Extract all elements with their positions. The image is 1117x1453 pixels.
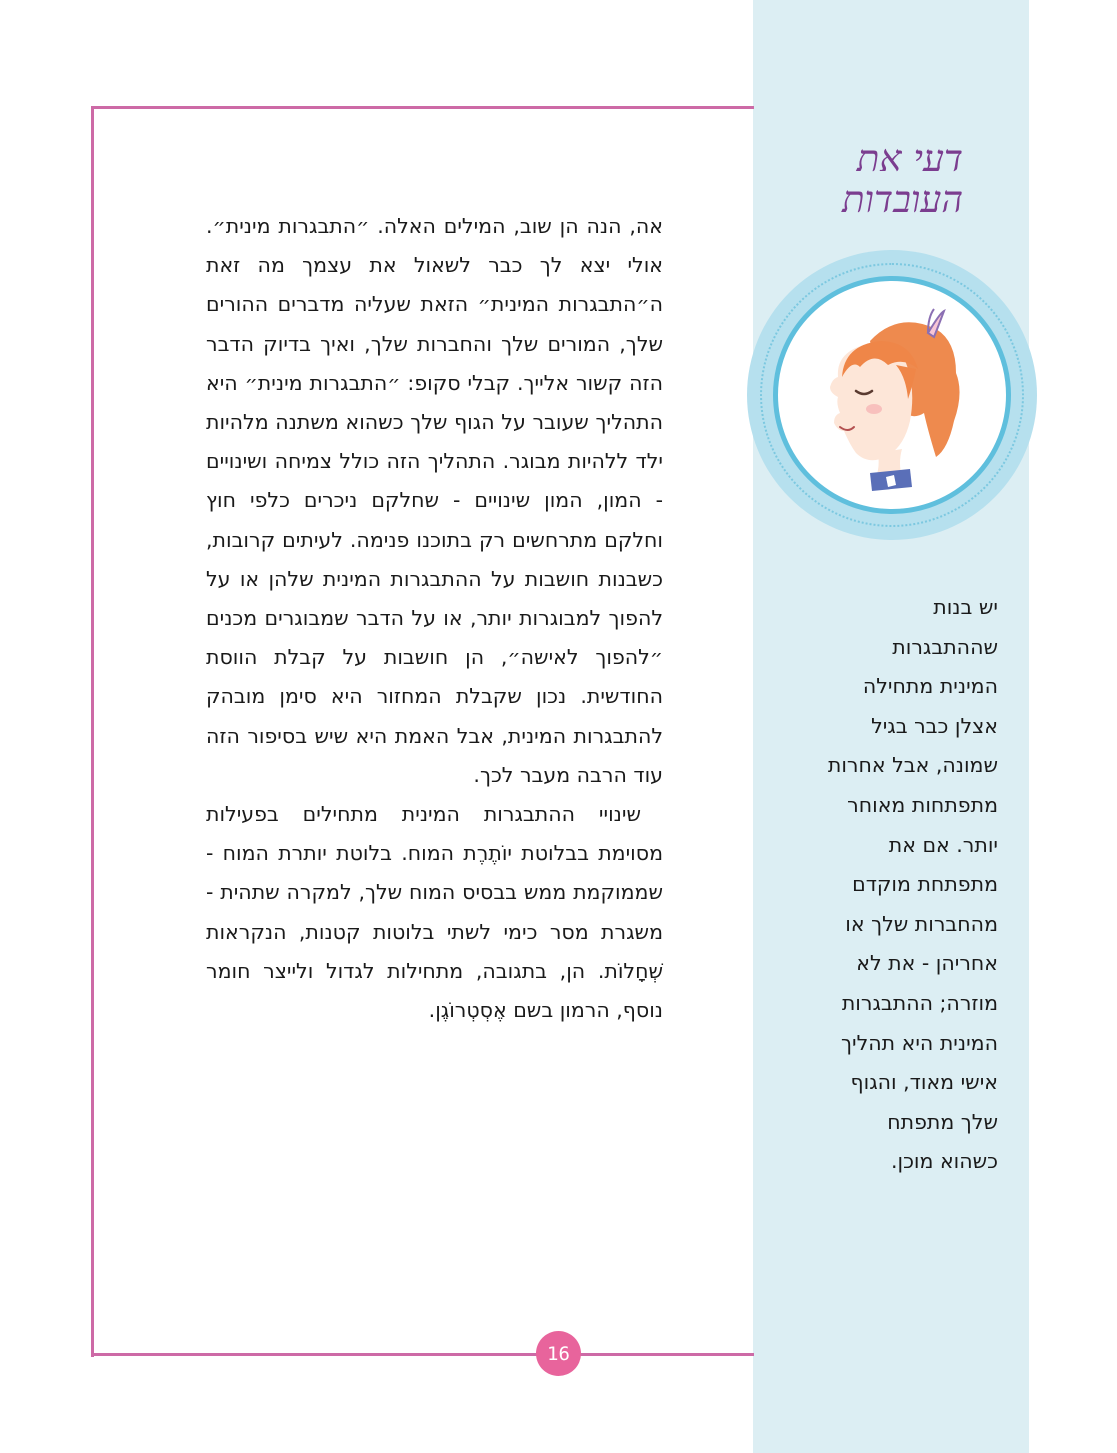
paragraph-1: אה, הנה הן שוב, המילים האלה. ״התבגרות מינית״. אולי יצא לך כבר לשאול את עצמך מה זאת ה״התבגרות המינית״ הזאת שעליה מדברים ההורים שלך, המורים שלך והחברות שלך, ואיך בדיוק הדבר הזה קשור אלייך. קבלי סקופ: ״התבגרות מינית״ היא התהליך שעובר על הגוף שלך כשהוא משתנה מלהיות ילד ללהיות מבוגר. התהליך הזה כולל צמיחה ושינויים - המון, המון שינויים - שחלקם ניכרים כלפי חוץ וחלקם מתרחשים רק בתוכנו פנימה. לעיתים קרובות, כשבנות חושבות על ההתבגרות המינית שלהן או על להפוך למבוגרות יותר, או על הדבר שמבוגרים מכנים ״להפוך לאישה״, הן חושבות על קבלת הווסת החודשית. נכון שקבלת המחזור היא סימן מובהק להתבגרות המינית, אבל האמת היא שיש בסיפור הזה עוד הרבה מעבר לכך. bbox=[206, 214, 663, 787]
girl-profile-illustration bbox=[778, 281, 1006, 509]
sidebar-line: שההתבגרות bbox=[892, 634, 998, 659]
main-body-text bbox=[206, 207, 663, 1030]
sidebar-line: אצלן כבר בגיל bbox=[871, 713, 998, 738]
sidebar-body-text bbox=[780, 588, 998, 1182]
sidebar-title bbox=[773, 138, 963, 220]
sidebar-line: מהחברות שלך או bbox=[845, 911, 998, 936]
sidebar-line: אחריהן - את לא bbox=[856, 951, 998, 976]
sidebar-line: שלך מתפתח bbox=[887, 1109, 998, 1134]
frame-bottom-border bbox=[91, 1353, 754, 1356]
sidebar-line: המינית מתחילה bbox=[862, 674, 998, 699]
sidebar-line: המינית היא תהליך bbox=[841, 1030, 998, 1055]
sidebar-title-line-2: העובדות bbox=[841, 178, 963, 221]
sidebar-line: יותר. אם את bbox=[888, 832, 998, 857]
sidebar-line: אישי מאוד, והגוף bbox=[850, 1070, 998, 1095]
sidebar-line: כשהוא מוכן. bbox=[890, 1149, 998, 1174]
sidebar-line: מתפתחות מאוחר bbox=[847, 792, 998, 817]
sidebar-line: מתפתחת מוקדם bbox=[852, 872, 998, 897]
paragraph-2: שינויי ההתבגרות המינית מתחילים בפעילות מסוימת בבלוטת יוֹתֶרֶת המוח. בלוטת יותרת המוח - שממוקמת ממש בבסיס המוח שלך, למקרה שתהית - משגרת מסר כימי לשתי בלוטות קטנות, הנקראות שְׁחָלוֹת. הן, בתגובה, מתחילות לגדול ולייצר חומר נוסף, הרמון בשם אֶסְטְרוֹגֶן. bbox=[206, 802, 663, 1023]
portrait-frame bbox=[773, 276, 1011, 514]
sidebar-line: יש בנות bbox=[933, 595, 998, 619]
sidebar-line: מוזרה; ההתבגרות bbox=[841, 990, 998, 1015]
sidebar-line: שמונה, אבל אחרות bbox=[827, 753, 998, 778]
page-number-badge: 16 bbox=[536, 1331, 581, 1376]
sidebar-title-line-1: דעי את bbox=[856, 137, 963, 180]
frame-left-border bbox=[91, 106, 94, 1357]
frame-top-border bbox=[91, 106, 754, 109]
